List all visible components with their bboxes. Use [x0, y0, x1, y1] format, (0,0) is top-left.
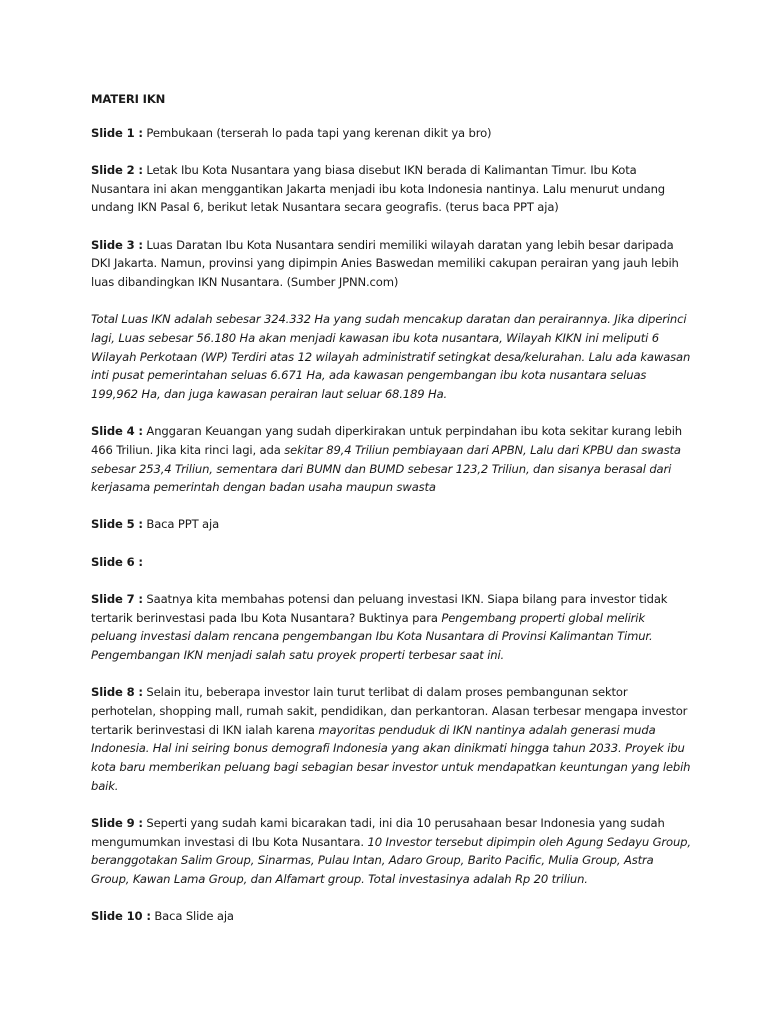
slide-4-label: Slide 4 :	[91, 424, 143, 439]
slide-10-label: Slide 10 :	[91, 909, 151, 924]
slide-9-italic-text: 10 Investor tersebut dipimpin oleh Agung Sedayu Group, beranggotakan Salim Group, Sinarmas, Pulau Intan, Adaro Group, Barito Pacific, Mulia Group, Astra Group, Kawan Lama Group, dan Alfamart group. Total investasinya adalah Rp 20 triliun.	[91, 834, 691, 886]
slide-3-paragraph	[91, 236, 691, 292]
slide-3-text: Luas Daratan Ibu Kota Nusantara sendiri memiliki wilayah daratan yang lebih besar daripada DKI Jakarta. Namun, provinsi yang dipimpin Anies Baswedan memiliki cakupan perairan yang jauh lebih luas dibandingkan IKN Nusantara. (Sumber JPNN.com)	[91, 237, 679, 289]
slide-6-paragraph	[91, 553, 691, 572]
slide-4-paragraph	[91, 422, 691, 497]
slide-1-paragraph	[91, 124, 691, 143]
slide-5-paragraph	[91, 515, 691, 534]
slide-6-label: Slide 6 :	[91, 554, 143, 569]
slide-2-paragraph	[91, 161, 691, 217]
slide-5-label: Slide 5 :	[91, 517, 143, 532]
slide-7-italic-text: Pengembang properti global melirik peluang investasi dalam rencana pengembangan Ibu Kota Nusantara di Provinsi Kalimantan Timur. Pengembangan IKN menjadi salah satu proyek properti terbesar saat ini.	[91, 610, 653, 662]
slide-5-text: Baca PPT aja	[142, 517, 220, 532]
slide-1-label: Slide 1 :	[91, 125, 143, 140]
slide-10-text: Baca Slide aja	[150, 909, 234, 924]
slide-7-label: Slide 7 :	[91, 591, 143, 606]
document-body	[91, 90, 691, 944]
slide-4-italic-text: sekitar 89,4 Triliun pembiayaan dari APBN, Lalu dari KPBU dan swasta sebesar 253,4 Triliun, sementara dari BUMN dan BUMD sebesar 123,2 Triliun, dan sisanya berasal dari kerjasama pemerintah dengan badan usaha maupun swasta	[91, 442, 681, 495]
slide-3-detail-paragraph	[91, 310, 691, 404]
slide-1-text: Pembukaan (terserah lo pada tapi yang kerenan dikit ya bro)	[142, 125, 492, 140]
slide-7-text: Saatnya kita membahas potensi dan peluang investasi IKN. Siapa bilang para investor tidak tertarik berinvestasi pada Ibu Kota Nusantara? Buktinya para	[91, 591, 668, 625]
slide-9-label: Slide 9 :	[91, 815, 143, 830]
slide-7-paragraph	[91, 590, 691, 665]
slide-2-text: Letak Ibu Kota Nusantara yang biasa disebut IKN berada di Kalimantan Timur. Ibu Kota Nusantara ini akan menggantikan Jakarta menjadi ibu kota Indonesia nantinya. Lalu menurut undang undang IKN Pasal 6, berikut letak Nusantara secara geografis. (terus baca PPT aja)	[91, 162, 666, 215]
slide-9-text: Seperti yang sudah kami bicarakan tadi, ini dia 10 perusahaan besar Indonesia yang sudah mengumumkan investasi di Ibu Kota Nusantara.	[91, 815, 665, 849]
slide-2-label: Slide 2 :	[91, 162, 143, 177]
slide-4-text: Anggaran Keuangan yang sudah diperkirakan untuk perpindahan ibu kota sekitar kurang lebih 466 Triliun. Jika kita rinci lagi, ada	[91, 424, 683, 457]
slide-10-paragraph	[91, 907, 691, 926]
slide-9-paragraph	[91, 814, 691, 889]
slide-8-italic-text: mayoritas penduduk di IKN nantinya adalah generasi muda Indonesia. Hal ini seiring bonus demografi Indonesia yang akan dinikmati hingga tahun 2033. Proyek ibu kota baru memberikan peluang bagi sebagian besar investor untuk mendapatkan keuntungan yang lebih baik.	[91, 722, 691, 793]
slide-8-text: Selain itu, beberapa investor lain turut terlibat di dalam proses pembangunan sektor perhotelan, shopping mall, rumah sakit, pendidikan, dan perkantoran. Alasan terbesar mengapa investor tertarik berinvestasi di IKN ialah karena	[91, 685, 688, 737]
slide-8-label: Slide 8 :	[91, 685, 143, 700]
slide-8-paragraph	[91, 683, 691, 795]
slide-3-detail-text: Total Luas IKN adalah sebesar 324.332 Ha yang sudah mencakup daratan dan perairannya. Jika diperinci lagi, Luas sebesar 56.180 Ha akan menjadi kawasan ibu kota nusantara, Wilayah KIKN ini meliputi 6 Wilayah Perkotaan (WP) Terdiri atas 12 wilayah administratif setingkat desa/kelurahan. Lalu ada kawasan inti pusat pemerintahan seluas 6.671 Ha, ada kawasan pengembangan ibu kota nusantara seluas 199,962 Ha, dan juga kawasan perairan laut seluar 68.189 Ha.	[91, 312, 691, 401]
document-title: MATERI IKN	[91, 92, 166, 106]
slide-3-label: Slide 3 :	[91, 237, 143, 252]
